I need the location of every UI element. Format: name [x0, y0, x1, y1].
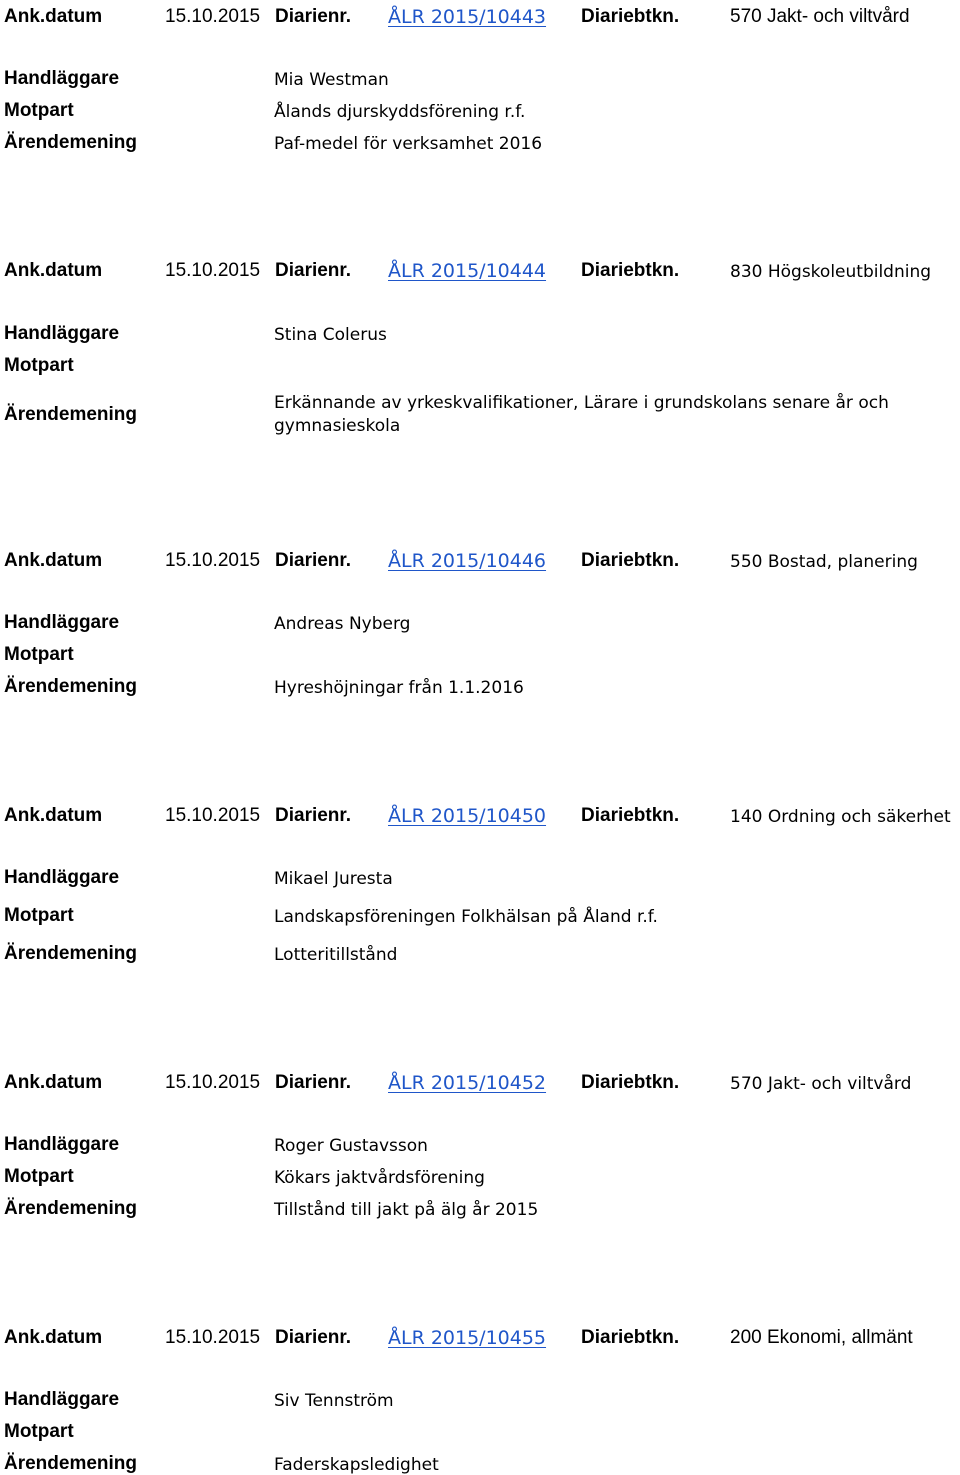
ank-datum-value: 15.10.2015: [165, 1327, 261, 1348]
category-value: 200 Ekonomi, allmänt: [730, 1327, 913, 1348]
motpart-value: Kökars jaktvårdsförening: [274, 1168, 485, 1188]
ank-datum-value: 15.10.2015: [165, 260, 261, 281]
diarienr-label: Diarienr.: [275, 805, 352, 826]
arendemening-label: Ärendemening: [4, 132, 138, 153]
ank-datum-label: Ank.datum: [4, 805, 103, 826]
motpart-label: Motpart: [4, 1166, 74, 1187]
case-number-link[interactable]: ÅLR 2015/10452: [388, 1072, 547, 1094]
arendemening-value: Hyreshöjningar från 1.1.2016: [274, 678, 524, 698]
case-number-link[interactable]: ÅLR 2015/10450: [388, 805, 547, 827]
diariebtkn-label: Diariebtkn.: [581, 1327, 680, 1348]
motpart-label: Motpart: [4, 905, 74, 926]
arendemening-value: Faderskapsledighet: [274, 1455, 439, 1475]
category-value: 570 Jakt- och viltvård: [730, 1074, 912, 1094]
motpart-value: Landskapsföreningen Folkhälsan på Åland r.f.: [274, 907, 658, 927]
case-number-link[interactable]: ÅLR 2015/10446: [388, 550, 547, 572]
ank-datum-label: Ank.datum: [4, 1072, 103, 1093]
diariebtkn-label: Diariebtkn.: [581, 805, 680, 826]
diariebtkn-label: Diariebtkn.: [581, 1072, 680, 1093]
arendemening-value: Lotteritillstånd: [274, 945, 398, 965]
arendemening-value: Paf-medel för verksamhet 2016: [274, 134, 543, 154]
handlaggare-label: Handläggare: [4, 68, 120, 89]
handlaggare-label: Handläggare: [4, 612, 120, 633]
ank-datum-value: 15.10.2015: [165, 805, 261, 826]
diariebtkn-label: Diariebtkn.: [581, 260, 680, 281]
category-value: 550 Bostad, planering: [730, 552, 918, 572]
case-number-link[interactable]: ÅLR 2015/10444: [388, 260, 547, 282]
case-header: [0, 1327, 960, 1353]
motpart-value: Ålands djurskyddsförening r.f.: [274, 102, 526, 122]
handlaggare-value: Mia Westman: [274, 70, 389, 90]
ank-datum-label: Ank.datum: [4, 6, 103, 27]
case-header: [0, 1072, 960, 1098]
motpart-label: Motpart: [4, 100, 74, 121]
arendemening-value: Tillstånd till jakt på älg år 2015: [274, 1200, 539, 1220]
handlaggare-label: Handläggare: [4, 323, 120, 344]
category-value: 570 Jakt- och viltvård: [730, 6, 910, 27]
ank-datum-label: Ank.datum: [4, 260, 103, 281]
diarienr-label: Diarienr.: [275, 1327, 352, 1348]
handlaggare-label: Handläggare: [4, 867, 120, 888]
arendemening-label: Ärendemening: [4, 404, 138, 425]
case-header: [0, 805, 960, 831]
arendemening-value: Erkännande av yrkeskvalifikationer, Lärare i grundskolans senare år och gymnasieskola: [274, 393, 889, 436]
arendemening-label: Ärendemening: [4, 676, 138, 697]
diarienr-label: Diarienr.: [275, 550, 352, 571]
category-value: 830 Högskoleutbildning: [730, 262, 932, 282]
diariebtkn-label: Diariebtkn.: [581, 6, 680, 27]
case-header: [0, 6, 960, 32]
diarienr-label: Diarienr.: [275, 6, 352, 27]
handlaggare-value: Mikael Juresta: [274, 869, 393, 889]
case-header: [0, 550, 960, 576]
handlaggare-label: Handläggare: [4, 1389, 120, 1410]
ank-datum-value: 15.10.2015: [165, 550, 261, 571]
motpart-label: Motpart: [4, 1421, 74, 1442]
case-number-link[interactable]: ÅLR 2015/10455: [388, 1327, 547, 1349]
ank-datum-label: Ank.datum: [4, 550, 103, 571]
handlaggare-value: Stina Colerus: [274, 325, 387, 345]
motpart-label: Motpart: [4, 644, 74, 665]
arendemening-label: Ärendemening: [4, 1453, 138, 1474]
diariebtkn-label: Diariebtkn.: [581, 550, 680, 571]
ank-datum-value: 15.10.2015: [165, 1072, 261, 1093]
arendemening-label: Ärendemening: [4, 943, 138, 964]
handlaggare-label: Handläggare: [4, 1134, 120, 1155]
handlaggare-value: Roger Gustavsson: [274, 1136, 428, 1156]
handlaggare-value: Siv Tennström: [274, 1391, 394, 1411]
ank-datum-value: 15.10.2015: [165, 6, 261, 27]
case-number-link[interactable]: ÅLR 2015/10443: [388, 6, 547, 28]
diarienr-label: Diarienr.: [275, 260, 352, 281]
diarienr-label: Diarienr.: [275, 1072, 352, 1093]
case-header: [0, 260, 960, 286]
ank-datum-label: Ank.datum: [4, 1327, 103, 1348]
category-value: 140 Ordning och säkerhet: [730, 807, 951, 827]
handlaggare-value: Andreas Nyberg: [274, 614, 411, 634]
motpart-label: Motpart: [4, 355, 74, 376]
arendemening-label: Ärendemening: [4, 1198, 138, 1219]
